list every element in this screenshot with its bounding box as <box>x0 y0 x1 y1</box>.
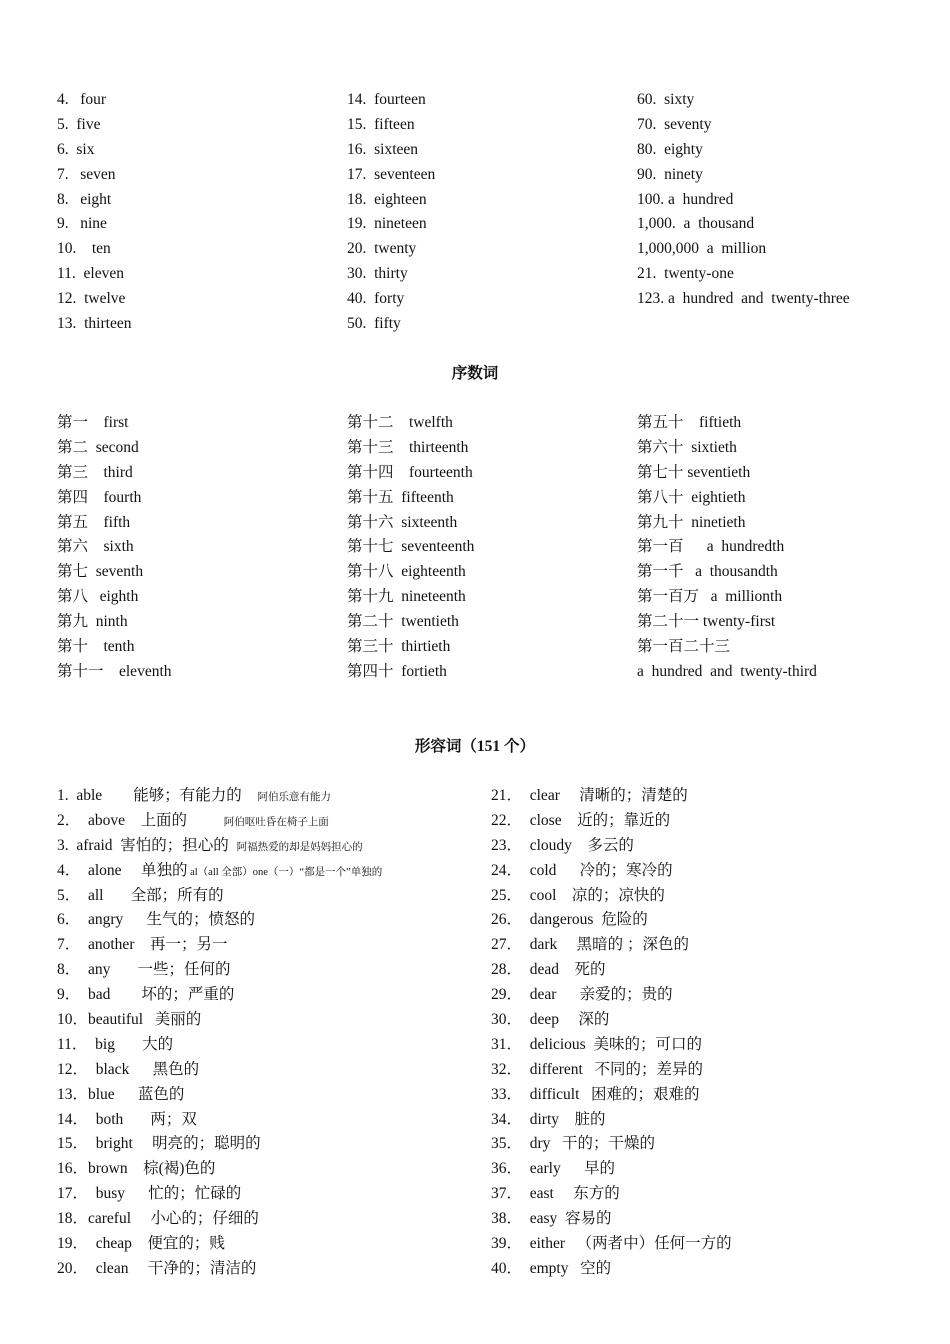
ordinal-item: 第十五 fifteenth <box>347 488 454 506</box>
adjective-item: 9． bad 坏的；严重的 <box>57 986 235 1004</box>
adjectives-column-left <box>57 784 382 1282</box>
ordinal-item: 第十六 sixteenth <box>347 513 458 531</box>
adjective-item: 38． easy 容易的 <box>491 1210 612 1228</box>
ordinal-column-1 <box>57 411 172 685</box>
cardinal-item: 40. forty <box>347 290 405 308</box>
ordinal-item: 第一千 a thousandth <box>637 563 778 581</box>
adjective-item: 39． either （两者中）任何一方的 <box>491 1235 732 1253</box>
cardinal-item: 80. eighty <box>637 140 703 158</box>
ordinal-item: 第四 fourth <box>57 488 142 506</box>
ordinal-item: 第九十 ninetieth <box>637 513 746 531</box>
ordinal-item: 第二十 twentieth <box>347 613 459 631</box>
adjective-item: 6． angry 生气的；愤怒的 <box>57 911 256 929</box>
cardinal-column-3 <box>637 88 850 312</box>
adjective-item: 40． empty 空的 <box>491 1259 612 1277</box>
cardinal-item: 12. twelve <box>57 290 126 308</box>
ordinal-item: 第十 tenth <box>57 638 135 656</box>
ordinal-item: 第八 eighth <box>57 588 139 606</box>
ordinal-item: a hundred and twenty-third <box>637 662 817 680</box>
cardinal-item: 1,000. a thousand <box>637 215 755 233</box>
adjective-item: 12． black 黑色的 <box>57 1060 200 1078</box>
adjective-item: 13．blue 蓝色的 <box>57 1085 185 1103</box>
adjective-item: 27． dark 黑暗的 ；深色的 <box>491 936 690 954</box>
cardinal-item: 5. five <box>57 115 101 133</box>
adjective-item: 19． cheap 便宜的；贱 <box>57 1235 225 1253</box>
adjective-item: 37． east 东方的 <box>491 1185 620 1203</box>
ordinal-item: 第一百 a hundredth <box>637 538 785 556</box>
cardinal-item: 50. fifty <box>347 315 401 333</box>
adjective-item: 32． different 不同的；差异的 <box>491 1060 703 1078</box>
adjective-item: 29． dear 亲爱的；贵的 <box>491 986 673 1004</box>
adjective-item: 26． dangerous 危险的 <box>491 911 648 929</box>
adjective-item: 28． dead 死的 <box>491 961 606 979</box>
cardinal-item: 21. twenty-one <box>637 265 734 283</box>
cardinal-item: 19. nineteen <box>347 215 427 233</box>
cardinal-item: 90. ninety <box>637 165 703 183</box>
cardinal-item: 9. nine <box>57 215 107 233</box>
cardinal-item: 18. eighteen <box>347 190 427 208</box>
adjective-item: 4． alone 单独的 al（all 全部）one（一）“都是一个”单独的 <box>57 861 383 879</box>
ordinal-item: 第十三 thirteenth <box>347 438 469 456</box>
adjective-item: 20． clean 干净的；清洁的 <box>57 1259 257 1277</box>
adjectives-heading: 形容词（151 个） <box>414 738 536 755</box>
adjective-item: 24． cold 冷的；寒冷的 <box>491 861 673 879</box>
cardinal-item: 4. four <box>57 91 107 108</box>
ordinal-item: 第五 fifth <box>57 513 131 531</box>
ordinal-item: 第五十 fiftieth <box>637 414 742 431</box>
cardinal-item: 10. ten <box>57 240 111 258</box>
ordinal-item: 第八十 eightieth <box>637 488 746 506</box>
adjective-item: 23． cloudy 多云的 <box>491 836 634 854</box>
adjective-item: 36． early 早的 <box>491 1160 615 1178</box>
adjective-item: 7． another 再一；另一 <box>57 936 228 954</box>
cardinal-item: 15. fifteen <box>347 115 415 133</box>
cardinal-item: 20. twenty <box>347 240 417 258</box>
adjective-item: 21． clear 清晰的；清楚的 <box>491 787 688 804</box>
adjective-item: 15． bright 明亮的；聪明的 <box>57 1135 261 1153</box>
ordinal-item: 第一百万 a millionth <box>637 588 783 606</box>
ordinal-item: 第三 third <box>57 463 133 481</box>
mnemonic-note: 阿伯乐意有能力 <box>241 792 331 803</box>
mnemonic-note: 阿伯呕吐昏在椅子上面 <box>187 816 329 828</box>
ordinal-item: 第四十 fortieth <box>347 662 447 680</box>
ordinal-item: 第十七 seventeenth <box>347 538 475 556</box>
mnemonic-note: al（all 全部）one（一）“都是一个”单独的 <box>187 866 383 878</box>
cardinal-item: 16. sixteen <box>347 140 419 158</box>
cardinal-item: 123. a hundred and twenty-three <box>637 290 850 308</box>
cardinal-item: 7. seven <box>57 165 116 183</box>
ordinal-item: 第九 ninth <box>57 613 128 631</box>
mnemonic-note: 阿福热爱的却是妈妈担心的 <box>228 841 363 853</box>
ordinal-column-2 <box>347 411 474 685</box>
adjective-item: 18．careful 小心的；仔细的 <box>57 1210 259 1228</box>
adjective-item: 35． dry 干的；干燥的 <box>491 1135 656 1153</box>
adjective-item: 34． dirty 脏的 <box>491 1110 606 1128</box>
cardinal-column-1 <box>57 88 131 337</box>
adjective-item: 5． all 全部；所有的 <box>57 886 224 904</box>
adjective-item: 17． busy 忙的；忙碌的 <box>57 1185 242 1203</box>
adjective-item: 22． close 近的；靠近的 <box>491 811 671 829</box>
cardinal-item: 13. thirteen <box>57 315 132 333</box>
cardinal-item: 6. six <box>57 140 95 158</box>
ordinal-item: 第七十 seventieth <box>637 463 751 481</box>
cardinal-item: 1,000,000 a million <box>637 240 767 258</box>
cardinal-item: 17. seventeen <box>347 165 436 183</box>
ordinal-item: 第十九 nineteenth <box>347 588 466 606</box>
ordinal-heading: 序数词 <box>451 365 499 382</box>
ordinal-item: 第七 seventh <box>57 563 144 581</box>
adjectives-column-right <box>491 784 732 1282</box>
ordinal-item: 第十八 eighteenth <box>347 563 466 581</box>
ordinal-item: 第十二 twelfth <box>347 414 453 431</box>
cardinal-item: 70. seventy <box>637 115 712 133</box>
adjective-item: 16．brown 棕(褐)色的 <box>57 1160 216 1178</box>
cardinal-item: 8. eight <box>57 190 112 208</box>
adjective-item: 1. able 能够；有能力的 阿伯乐意有能力 <box>57 787 331 804</box>
ordinal-item: 第二 second <box>57 438 139 456</box>
adjective-item: 2． above 上面的 阿伯呕吐昏在椅子上面 <box>57 811 329 829</box>
adjective-item: 30． deep 深的 <box>491 1011 610 1029</box>
ordinal-item: 第六 sixth <box>57 538 134 556</box>
adjective-item: 11． big 大的 <box>57 1035 174 1053</box>
ordinal-item: 第一百二十三 <box>637 638 731 656</box>
adjective-item: 14． both 两；双 <box>57 1110 197 1128</box>
ordinal-item: 第一 first <box>57 414 129 431</box>
ordinal-item: 第十一 eleventh <box>57 662 172 680</box>
cardinal-column-2 <box>347 88 435 337</box>
cardinal-item: 30. thirty <box>347 265 408 283</box>
ordinal-column-3 <box>637 411 817 685</box>
ordinal-item: 第三十 thirtieth <box>347 638 451 656</box>
cardinal-item: 60. sixty <box>637 91 695 108</box>
ordinal-item: 第二十一 twenty-first <box>637 613 776 631</box>
adjective-item: 31． delicious 美味的；可口的 <box>491 1035 702 1053</box>
adjective-item: 3. afraid 害怕的；担心的 阿福热爱的却是妈妈担心的 <box>57 836 363 854</box>
cardinal-item: 14. fourteen <box>347 91 426 108</box>
adjective-item: 25． cool 凉的；凉快的 <box>491 886 665 904</box>
cardinal-item: 11. eleven <box>57 265 124 283</box>
ordinal-item: 第六十 sixtieth <box>637 438 737 456</box>
ordinal-item: 第十四 fourteenth <box>347 463 473 481</box>
adjective-item: 10．beautiful 美丽的 <box>57 1011 202 1029</box>
adjective-item: 8． any 一些；任何的 <box>57 961 231 979</box>
adjective-item: 33． difficult 困难的；艰难的 <box>491 1085 700 1103</box>
cardinal-item: 100. a hundred <box>637 190 734 208</box>
